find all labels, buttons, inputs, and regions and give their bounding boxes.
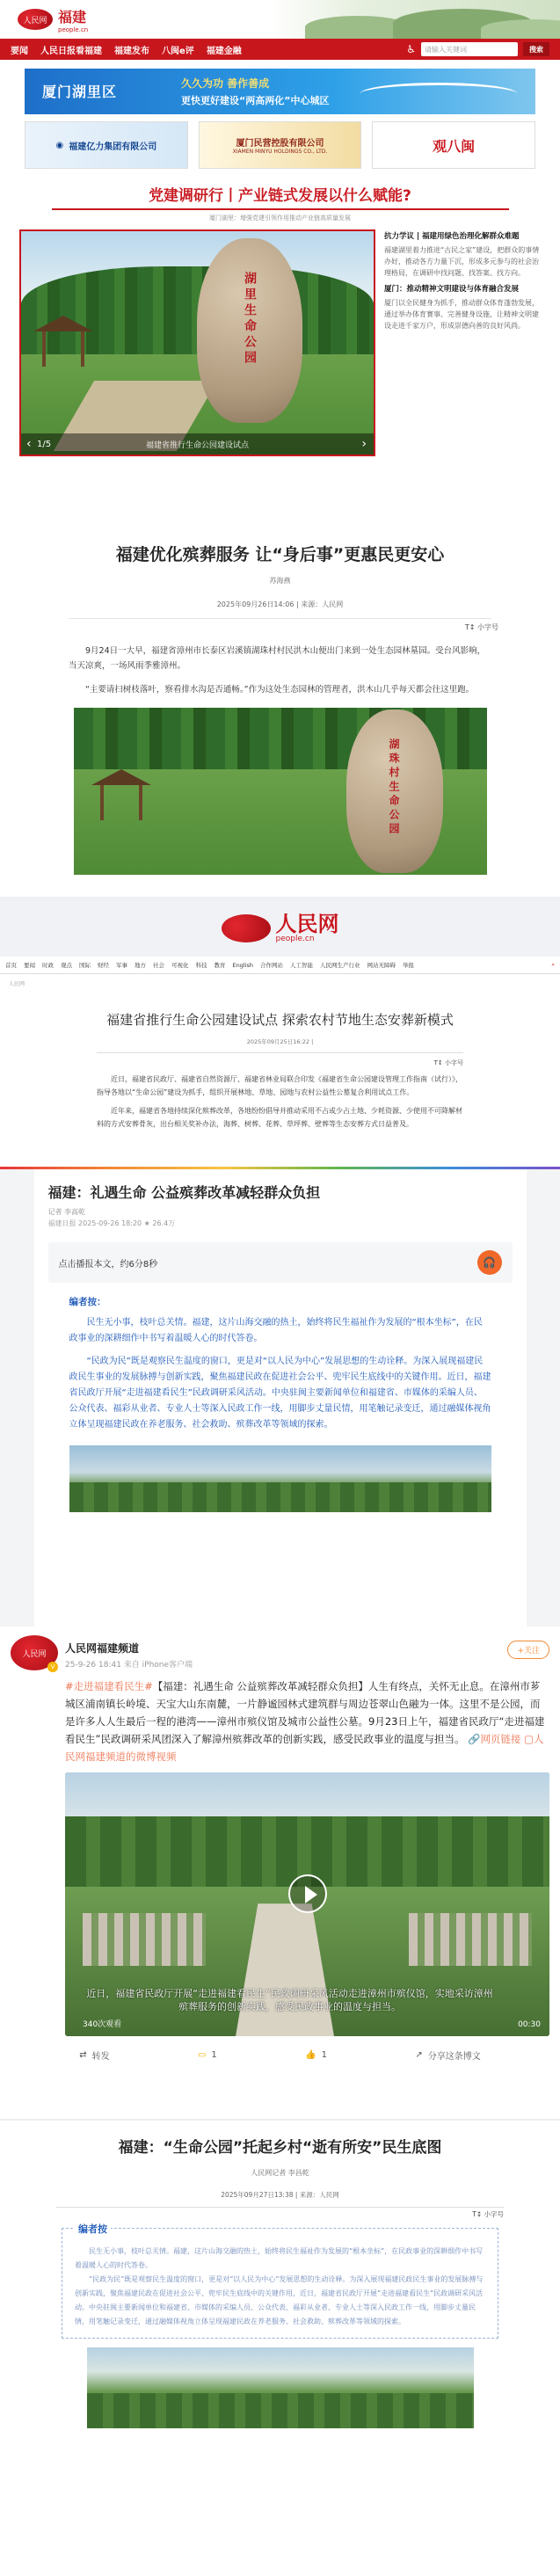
article-title: 福建优化殡葬服务 让“身后事”更惠民更安心 <box>115 545 445 564</box>
banner-title: 厦门湖里区 <box>42 84 118 100</box>
video-link[interactable]: 人民网福建频道的微博视频 <box>65 1733 544 1763</box>
ad-guanbamin[interactable]: 观八闽 <box>372 121 535 169</box>
nav-item[interactable]: 举报 <box>402 962 414 969</box>
font-size-toggle[interactable]: T↕ 小字号 <box>433 1059 463 1066</box>
repost-button[interactable] <box>79 2048 109 2062</box>
play-icon[interactable] <box>288 1874 327 1913</box>
nav-item-1[interactable]: 人民日报看福建 <box>40 46 102 56</box>
nav-item[interactable]: 财经 <box>98 962 109 969</box>
audio-label: 点击播报本文，约6分8秒 <box>58 1259 158 1270</box>
weibo-header <box>0 1626 560 1670</box>
side-news-title-2[interactable]: 厦门：推动精神文明建设与体育融合发展 <box>384 285 520 294</box>
article-photo <box>87 2347 474 2428</box>
post-body: 【福建：礼遇生命 公益殡葬改革减轻群众负担】人生有终点，关怀无止息。在漳州市芗城区浦南镇长岭境、天宝大山东南麓，一片静谧园林式建筑群与周边苍翠山色融为一体。这里不是公园，而是许多人人生最后一程的港湾——漳州市殡仪馆及城市公益性公墓。9月23日上午，福建省民政厅“走进福建看民生”民政调研采风团深入了解漳州殡葬改革的创新实践，感受民政事业的温度与担当。 <box>65 1680 545 1745</box>
logo-text: 人民网 <box>275 911 339 936</box>
nav-item[interactable]: 要闻 <box>24 962 35 969</box>
pavilion-graphic <box>33 316 93 331</box>
comment-count: 1 <box>211 2050 217 2060</box>
logo-url: people.cn <box>275 935 315 943</box>
repost-icon: ⇄ <box>79 2050 87 2060</box>
article-title: 福建：礼遇生命 公益殡葬改革减轻群众负担 <box>47 1184 321 1201</box>
memorial-stone <box>197 238 302 423</box>
banner-slogan-2: 更快更好建设“两高两化”中心城区 <box>181 95 330 106</box>
headline[interactable]: 党建调研行丨产业链式发展以什么赋能? <box>149 187 411 205</box>
comment-button[interactable] <box>198 2048 217 2062</box>
ad-yili[interactable] <box>25 121 188 169</box>
like-icon: 👍 <box>305 2050 316 2060</box>
image-slider[interactable] <box>19 229 375 456</box>
nav-item-0[interactable]: 要闻 <box>11 46 28 56</box>
article-card <box>34 1169 527 1626</box>
account-name[interactable]: 人民网福建频道 <box>65 1642 140 1655</box>
search-input[interactable]: 请输入关键词 <box>421 42 518 56</box>
article-photo <box>69 1445 491 1512</box>
side-news-text-2: 厦门以全民健身为抓手，推动群众体育蓬勃发展，通过举办体育赛事、完善健身设施，让精神文明建设走进千家万户，形成崇德向善的良好风尚。 <box>384 299 539 330</box>
nav-item-3[interactable]: 八闽e评 <box>162 46 194 56</box>
header-scenery <box>270 0 560 39</box>
site-logo[interactable] <box>18 6 88 33</box>
nav-item[interactable]: 教育 <box>214 962 226 969</box>
people-cn-article <box>0 897 560 1169</box>
share-label: 分享这条博文 <box>427 2052 481 2062</box>
editor-note-box <box>62 2223 498 2339</box>
editor-note-label: 编者按： <box>69 1297 106 1307</box>
nav-item[interactable]: 科技 <box>195 962 207 969</box>
slider-page: 1/5 <box>37 440 52 449</box>
pavilion-graphic <box>91 769 151 785</box>
article-para-2: 近年来，福建省各地持续深化殡葬改革，各地纷纷倡导并推动采用不占或少占土地、少耗资源、少使用不可降解材料的方式安葬骨灰，出台相关奖补办法，海葬、树葬、花葬、草坪葬、壁葬等生态安葬方式日益普及。 <box>97 1107 462 1128</box>
article-author: 记者 李高乾 <box>47 1208 86 1216</box>
memorial-stone-text: 湖珠村生命公园 <box>388 739 400 838</box>
nav-item[interactable]: English <box>232 961 253 969</box>
side-news <box>384 229 541 456</box>
article-title: 福建省推行生命公园建设试点 探索农村节地生态安葬新模式 <box>106 1012 454 1028</box>
nav-item[interactable]: 网站无障碍 <box>367 962 396 969</box>
post-time: 25-9-26 18:41 来自 iPhone客户端 <box>65 1661 193 1670</box>
article-meta: 2025年09月27日13:38 | 来源：人民网 <box>221 2191 339 2199</box>
side-news-text-1: 福建湖里着力推进“古民之家”建设，把群众的事情办好，推动各方力量下沉，形成多元参与的社会治理格局，在调研中找问题、找答案、找方向。 <box>384 246 540 277</box>
nav-item-4[interactable]: 福建金融 <box>206 46 242 56</box>
people-fujian-homepage <box>0 0 560 510</box>
video-subtitle: 近日，福建省民政厅开展“走进福建看民生”民政调研采风活动走进漳州市殡仪馆，实地采访漳州殡葬服务的创新实践，感受民政事业的温度与担当。 <box>86 1988 493 2012</box>
search-button[interactable]: 搜索 <box>523 42 549 56</box>
editor-para-2: “民政为民”既是观察民生温度的窗口，更是对“以人民为中心”发展思想的生动诠释。为深入展现福建民政民生事业的发展脉搏与创新实践，聚焦福建民政在促进社会公平、兜牢民生底线中的关键作用，近日，福建省民政厅开展“走进福建看民生”民政调研采风活动。中央驻闽主要新闻单位和福建省、市媒体的采编人员、公众代表、福彩从业者、专业人士等深入民政工作一线，用脚步丈量民情，用笔触记录变迁，通过融媒体视角立体呈现福建民政在养老服务、社会救助、殡葬改革等领域的探索。 <box>75 2275 484 2325</box>
headline-divider <box>52 208 509 210</box>
headline-source[interactable]: 厦门湖里：增强党建引领作用推动产业链高质量发展 <box>209 215 351 222</box>
fujian-daily-article <box>0 1169 560 1626</box>
channel-nav <box>0 957 560 974</box>
font-size-toggle[interactable]: T↕ 小字号 <box>464 623 498 631</box>
editor-para-1: 民生无小事，枝叶总关情。福建，这片山海交融的热土，始终将民生福祉作为发展的“根本坐标”，在民政事业的深耕细作中书写着温暖人心的时代答卷。 <box>75 2247 484 2269</box>
slider-caption[interactable]: 福建省推行生命公园建设试点 <box>21 433 374 455</box>
nav-item[interactable]: 军事 <box>116 962 127 969</box>
banner-slogan-1: 久久为功 善作善成 <box>181 77 270 90</box>
people-cn-logo[interactable] <box>0 900 560 957</box>
side-news-title-1[interactable]: 抗力学议 | 福建用绿色治理化解群众难题 <box>384 232 520 241</box>
nav-item[interactable]: 社会 <box>153 962 164 969</box>
ad-yili-icon: ◉ <box>55 140 64 150</box>
article-photo <box>74 708 487 875</box>
post-text <box>0 1670 560 1765</box>
article-author: 人民网记者 李昌乾 <box>251 2169 309 2177</box>
site-header <box>0 0 560 39</box>
search-icon[interactable]: ⌕ <box>551 961 555 968</box>
article-meta: 福建日报 2025-09-26 18:20 ★ 26.4万 <box>47 1219 176 1227</box>
ad-minyu-en: XIAMEN MINYU HOLDINGS CO., LTD. <box>232 149 328 155</box>
article-para-1: 近日，福建省民政厅、福建省自然资源厅、福建省林业局联合印发《福建省生命公园建设管理工作指南（试行）》，指导各地以“生命公园”建设为抓手，组织开展林地、草地、园地与农村公益性公墓复合利用试点工作。 <box>97 1075 462 1096</box>
article-author: 苏海燕 <box>269 577 291 585</box>
memorial-stone-text: 湖里生命公园 <box>243 271 257 367</box>
slider-next-icon[interactable]: › <box>361 437 367 451</box>
verified-icon: V <box>47 1662 58 1672</box>
video-icon: ▢ <box>524 1733 534 1745</box>
ad-minyu[interactable] <box>199 121 362 169</box>
post-actions <box>0 2036 560 2062</box>
banner-huli[interactable] <box>25 69 535 114</box>
ad-yili-label: 福建亿力集团有限公司 <box>69 142 157 152</box>
ad-minyu-label: 厦门民营控股有限公司 <box>236 139 324 149</box>
article-meta: 2025年09月25日16:22 | <box>246 1038 314 1045</box>
nav-item[interactable]: 国际 <box>79 962 91 969</box>
headphone-icon[interactable]: 🎧 <box>477 1250 502 1275</box>
web-link[interactable]: 网页链接 <box>480 1733 521 1745</box>
divider <box>97 1052 463 1053</box>
nav-item[interactable]: 观点 <box>61 962 72 969</box>
avatar-text: 人民网 <box>22 1649 47 1659</box>
editor-para-1: 民生无小事，枝叶总关情。福建，这片山海交融的热土，始终将民生福祉作为发展的“根本坐标”，在民政事业的深耕细作中书写着温暖人心的时代答卷。 <box>69 1318 483 1343</box>
nav-item[interactable]: 首页 <box>5 962 17 969</box>
article-life-park <box>0 2119 560 2576</box>
video-player[interactable] <box>65 1772 549 2036</box>
video-duration: 00:30 <box>518 2020 541 2029</box>
logo-mark: 人民网 <box>18 9 53 30</box>
audio-player[interactable] <box>48 1242 513 1283</box>
article-meta: 2025年09月26日14:06 | 来源：人民网 <box>216 600 344 608</box>
editor-note-label: 编者按 <box>75 2222 111 2236</box>
article-para-2: “主要请扫树枝落叶，察看排水沟是否通畅。”作为这处生态园林的管理者，洪木山几乎每天都会往这里跑。 <box>85 685 475 695</box>
ad-row <box>25 121 535 169</box>
nav-item[interactable]: 人工智能 <box>289 962 313 969</box>
follow-button[interactable]: +关注 <box>507 1641 549 1659</box>
slider-prev-icon[interactable]: ‹ <box>26 437 32 451</box>
breadcrumb[interactable]: 人民网 <box>9 981 25 987</box>
nav-item-2[interactable]: 福建发布 <box>114 46 149 56</box>
nav-item[interactable]: 时政 <box>42 962 54 969</box>
divider <box>56 2207 504 2208</box>
hashtag-link[interactable]: #走进福建看民生# <box>65 1680 153 1692</box>
feature-area <box>19 229 541 456</box>
avatar[interactable] <box>11 1635 58 1670</box>
accessibility-icon[interactable]: ♿ <box>406 43 416 55</box>
memorial-stone <box>346 709 443 873</box>
font-size-toggle[interactable]: T↕ 小字号 <box>472 2210 504 2218</box>
like-button[interactable] <box>305 2048 327 2062</box>
article-people-fujian <box>0 510 560 897</box>
video-views: 340次观看 <box>83 2020 122 2029</box>
nav-item[interactable]: 人民网生产行业 <box>319 962 360 969</box>
article-title: 福建：“生命公园”托起乡村“逝有所安”民生底图 <box>118 2139 442 2157</box>
logo-region: 福建 <box>58 8 87 25</box>
main-nav <box>0 39 560 60</box>
logo-url: people.cn <box>58 25 89 33</box>
bridge-graphic <box>360 83 518 106</box>
article-para-1: 9月24日一大早，福建省漳州市长泰区岩溪镇湖珠村村民洪木山便出门来到一处生态园林墓园。受台风影响，当天凉爽，一场风雨季雅漳州。 <box>69 646 486 671</box>
editor-para-2: “民政为民”既是观察民生温度的窗口，更是对“以人民为中心”发展思想的生动诠释。为深入展现福建民政民生事业的发展脉搏与创新实践，聚焦福建民政在促进社会公平、兜牢民生底线中的关键作用。近日，福建省民政厅开展“走进福建看民生”民政调研采风活动。中央驻闽主要新闻单位和福建省、市媒体的采编人员、公众代表、福彩从业者、专业人士等深入民政工作一线，用脚步丈量民情，用笔触记录变迁，通过融媒体视角立体呈现福建民政在养老服务、社会救助、殡葬改革等领域的探索。 <box>69 1357 491 1430</box>
link-icon: 🔗 <box>468 1733 481 1745</box>
repost-label: 转发 <box>91 2052 110 2062</box>
share-button[interactable] <box>415 2048 480 2062</box>
nav-item[interactable]: 可视化 <box>171 962 189 969</box>
comment-icon: ▭ <box>197 2050 207 2060</box>
nav-item[interactable]: 合作网站 <box>259 962 283 969</box>
share-icon: ↗ <box>415 2050 423 2060</box>
logo-mark <box>222 914 271 942</box>
nav-item[interactable]: 地方 <box>135 962 146 969</box>
like-count: 1 <box>321 2050 328 2060</box>
weibo-post <box>0 1626 560 2119</box>
